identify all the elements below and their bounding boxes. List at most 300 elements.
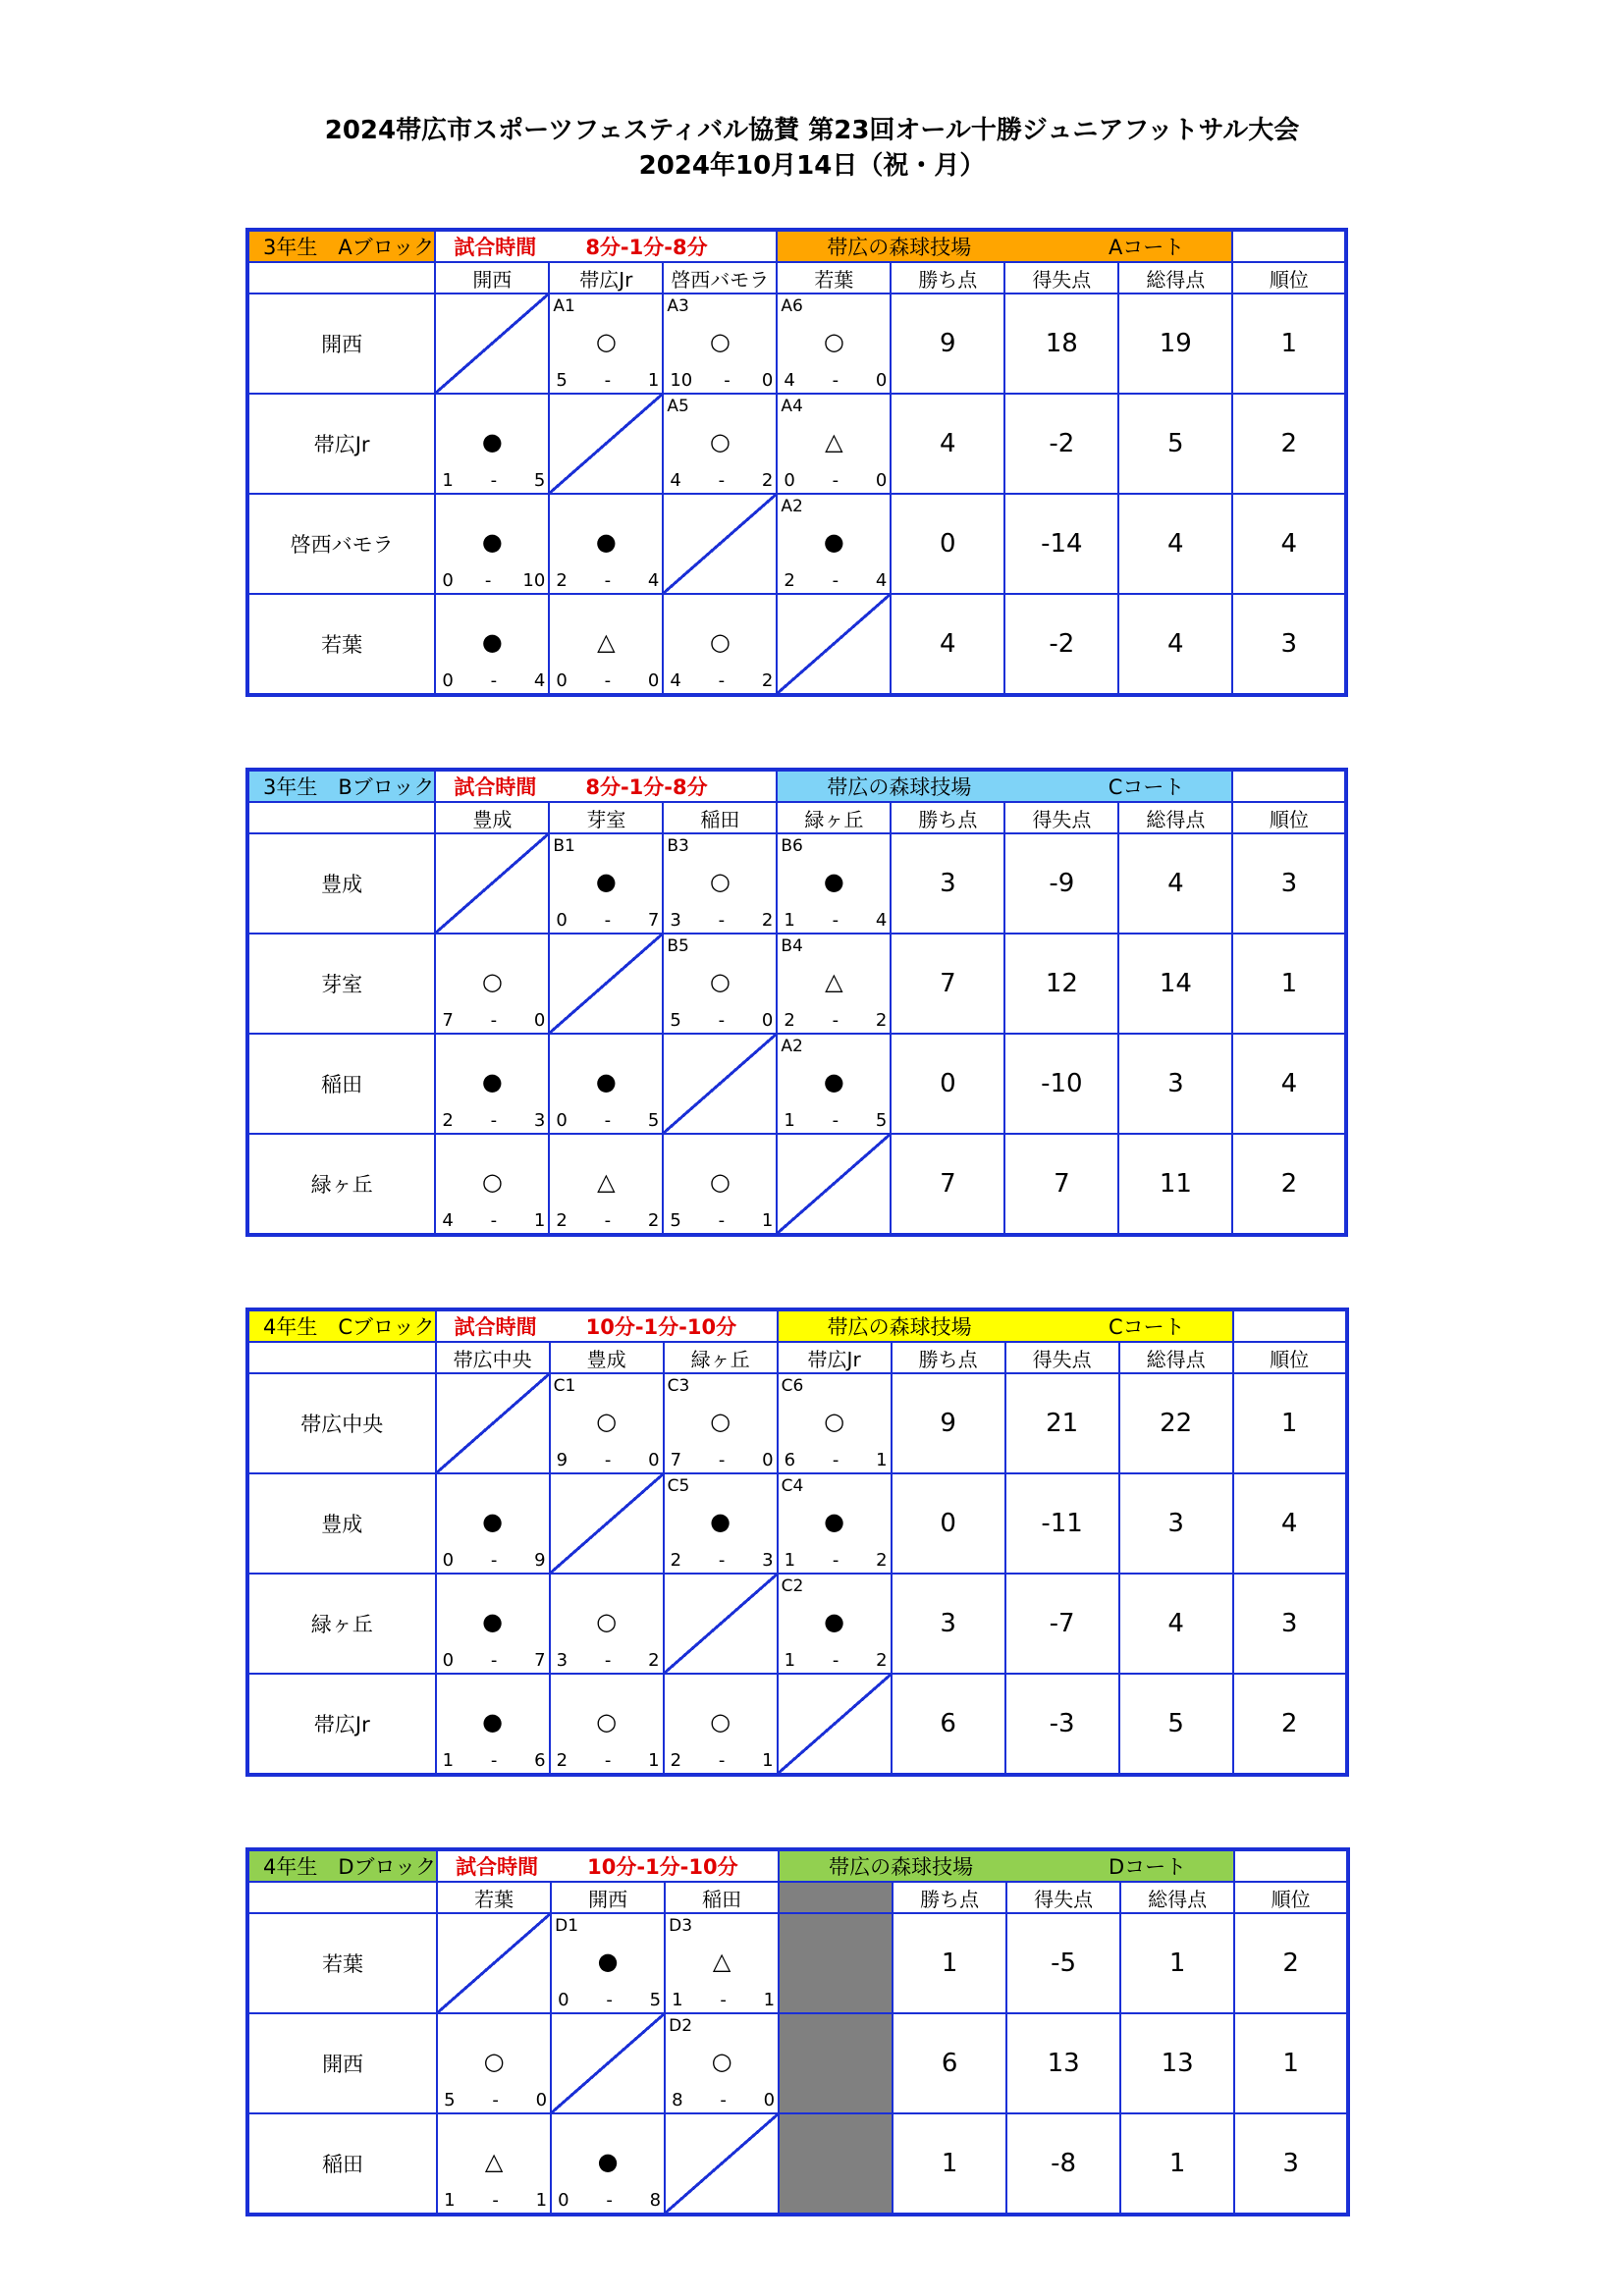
rank: 1 <box>1233 1373 1347 1473</box>
goal-diff: -2 <box>1004 594 1118 695</box>
result-symbol: ○ <box>596 1708 618 1735</box>
score-right: 2 <box>761 910 774 931</box>
result-symbol: △ <box>597 628 616 656</box>
self-match-cell <box>435 294 549 394</box>
score-right: 4 <box>875 570 888 591</box>
score-dash: - <box>604 1650 612 1671</box>
score-dash: - <box>832 570 839 591</box>
corner-cell <box>247 1342 436 1373</box>
match-score <box>672 2090 775 2110</box>
score-left: 1 <box>784 1550 796 1571</box>
match-score <box>785 1450 888 1470</box>
goal-diff: -2 <box>1004 394 1118 494</box>
match-score <box>671 1450 774 1470</box>
match-cell <box>435 1134 549 1235</box>
goals-scored: 22 <box>1119 1373 1233 1473</box>
score-right: 1 <box>762 1750 774 1771</box>
match-cell <box>665 1913 779 2013</box>
score-right: 2 <box>761 470 774 491</box>
goals-scored: 13 <box>1120 2013 1234 2113</box>
goal-diff: -11 <box>1005 1473 1119 1574</box>
match-cell <box>664 1674 778 1775</box>
match-cell <box>436 1473 550 1574</box>
result-symbol: ● <box>595 1068 617 1095</box>
match-code: A2 <box>781 1037 803 1056</box>
column-header-row <box>247 1342 1347 1373</box>
score-right: 2 <box>876 1650 888 1671</box>
block-3 <box>245 1847 1350 2216</box>
match-code: A3 <box>667 296 689 316</box>
result-symbol: ● <box>482 1608 504 1635</box>
result-symbol: ○ <box>481 1168 503 1196</box>
result-symbol: ● <box>481 1068 503 1095</box>
result-symbol: ○ <box>709 628 731 656</box>
match-cell <box>778 1473 892 1574</box>
self-match-cell <box>550 1473 664 1574</box>
score-dash: - <box>492 2090 499 2110</box>
unused-cell <box>779 1913 893 2013</box>
column-team-header: 緑ヶ丘 <box>777 802 891 833</box>
points: 1 <box>893 2113 1006 2215</box>
score-dash: - <box>832 1650 839 1671</box>
match-code: C5 <box>667 1476 690 1496</box>
match-time-value: 10分-1分-10分 <box>585 1315 737 1339</box>
score-left: 2 <box>442 1110 454 1131</box>
result-symbol: ○ <box>711 2048 732 2075</box>
score-left: 2 <box>556 1750 568 1771</box>
goals-scored: 4 <box>1118 833 1232 934</box>
score-right: 5 <box>533 470 546 491</box>
match-code: C3 <box>667 1376 690 1396</box>
self-match-cell <box>436 1373 550 1473</box>
score-right: 1 <box>763 1990 776 2010</box>
score-dash: - <box>490 670 498 691</box>
points: 7 <box>891 1134 1004 1235</box>
row-team-name: 帯広Jr <box>247 1674 436 1775</box>
match-time <box>436 1309 778 1342</box>
match-score <box>444 2190 547 2211</box>
self-match-cell <box>549 934 663 1034</box>
score-right: 0 <box>762 1450 774 1470</box>
row-team-name: 稲田 <box>247 2113 437 2215</box>
goals-scored: 14 <box>1118 934 1232 1034</box>
rank: 2 <box>1233 1674 1347 1775</box>
venue <box>779 1849 1234 1882</box>
self-match-cell <box>663 1034 777 1134</box>
score-right: 5 <box>647 1110 660 1131</box>
column-team-header: 開西 <box>435 262 549 294</box>
score-right: 2 <box>648 1650 660 1671</box>
score-dash: - <box>604 1750 612 1771</box>
score-right: 4 <box>533 670 546 691</box>
points: 4 <box>891 394 1004 494</box>
points: 9 <box>892 1373 1005 1473</box>
result-symbol: ○ <box>823 328 844 355</box>
result-symbol: ○ <box>483 2048 505 2075</box>
score-left: 1 <box>784 1650 796 1671</box>
venue-name: 帯広の森球技場 <box>827 775 972 799</box>
result-symbol: ● <box>824 1508 845 1535</box>
score-dash: - <box>832 1110 839 1131</box>
match-score <box>784 370 887 391</box>
score-left: 0 <box>556 1110 568 1131</box>
match-code: A2 <box>781 497 803 516</box>
match-cell <box>549 833 663 934</box>
score-left: 0 <box>556 670 568 691</box>
self-match-cell <box>435 833 549 934</box>
points: 4 <box>891 594 1004 695</box>
column-team-header: 豊成 <box>550 1342 664 1373</box>
self-match-cell <box>551 2013 665 2113</box>
score-left: 8 <box>672 2090 683 2110</box>
score-dash: - <box>832 1450 839 1470</box>
match-score <box>670 670 773 691</box>
result-symbol: ● <box>824 1608 845 1635</box>
match-cell <box>435 934 549 1034</box>
goals-scored: 4 <box>1119 1574 1233 1674</box>
stat-header: 総得点 <box>1120 1882 1234 1913</box>
match-score <box>784 570 887 591</box>
score-right: 1 <box>876 1450 888 1470</box>
match-time-value: 8分-1分-8分 <box>585 236 708 259</box>
score-right: 0 <box>533 1010 546 1031</box>
court-name: Cコート <box>1108 775 1185 799</box>
standings-table <box>245 768 1348 1237</box>
column-team-header: 帯広Jr <box>778 1342 892 1373</box>
match-cell <box>436 1674 550 1775</box>
score-left: 0 <box>442 570 454 591</box>
column-team-header: 啓西バモラ <box>663 262 777 294</box>
score-right: 2 <box>761 670 774 691</box>
points: 3 <box>892 1574 1005 1674</box>
score-left: 1 <box>784 910 795 931</box>
score-dash: - <box>718 1010 726 1031</box>
goal-diff: 12 <box>1004 934 1118 1034</box>
match-score <box>556 570 659 591</box>
score-dash: - <box>604 370 612 391</box>
row-team-name: 緑ヶ丘 <box>247 1134 435 1235</box>
row-team-name: 緑ヶ丘 <box>247 1574 436 1674</box>
match-code: A5 <box>667 397 689 416</box>
match-score <box>670 1210 773 1231</box>
score-left: 7 <box>670 1450 682 1470</box>
court-name: Dコート <box>1108 1855 1187 1879</box>
score-dash: - <box>832 1550 839 1571</box>
score-right: 0 <box>875 470 888 491</box>
score-right: 0 <box>535 2090 548 2110</box>
match-score <box>556 1210 659 1231</box>
block-label: 4年生 Dブロック <box>247 1849 437 1882</box>
match-code: D2 <box>669 2016 693 2036</box>
match-cell <box>549 594 663 695</box>
document-title: 2024帯広市スポーツフェスティバル協賛 第23回オール十勝ジュニアフットサル大会 <box>324 116 1300 145</box>
self-match-cell <box>664 1574 778 1674</box>
result-symbol: ● <box>481 528 503 556</box>
match-cell <box>436 1574 550 1674</box>
goal-diff: -7 <box>1005 1574 1119 1674</box>
match-cell <box>663 394 777 494</box>
match-cell <box>435 394 549 494</box>
match-cell <box>435 1034 549 1134</box>
column-team-header: 開西 <box>551 1882 665 1913</box>
score-right: 1 <box>533 1210 546 1231</box>
stat-header: 順位 <box>1232 802 1346 833</box>
match-time-value: 10分-1分-10分 <box>587 1855 738 1879</box>
column-team-header: 若葉 <box>437 1882 551 1913</box>
match-cell <box>663 1134 777 1235</box>
match-time <box>437 1849 779 1882</box>
self-match-cell <box>777 1134 891 1235</box>
column-header-row <box>247 1882 1348 1913</box>
column-team-header: 稲田 <box>663 802 777 833</box>
score-right: 4 <box>647 570 660 591</box>
match-time-label: 試合時間 <box>454 1315 537 1339</box>
block-1 <box>245 768 1348 1237</box>
match-time-label: 試合時間 <box>454 236 537 259</box>
match-score <box>785 1550 888 1571</box>
court-name: Cコート <box>1108 1315 1185 1339</box>
match-code: A4 <box>781 397 803 416</box>
match-score <box>670 1010 773 1031</box>
stat-header: 勝ち点 <box>891 262 1004 294</box>
score-dash: - <box>720 1990 727 2010</box>
score-right: 0 <box>763 2090 776 2110</box>
result-symbol: ● <box>597 1948 619 1975</box>
rank: 2 <box>1232 1134 1346 1235</box>
score-dash: - <box>606 2190 613 2211</box>
goal-diff: 21 <box>1005 1373 1119 1473</box>
goals-scored: 11 <box>1118 1134 1232 1235</box>
score-right: 5 <box>875 1110 888 1131</box>
venue <box>777 770 1232 802</box>
score-dash: - <box>718 1750 726 1771</box>
column-team-header: 芽室 <box>549 802 663 833</box>
unused-cell <box>779 2113 893 2215</box>
rank: 1 <box>1234 2013 1348 2113</box>
rank: 3 <box>1233 1574 1347 1674</box>
match-score <box>784 470 887 491</box>
score-left: 5 <box>670 1010 681 1031</box>
stat-header: 勝ち点 <box>892 1342 1005 1373</box>
score-dash: - <box>604 910 612 931</box>
result-symbol: ● <box>823 1068 844 1095</box>
result-symbol: △ <box>825 428 843 455</box>
row-team-name: 若葉 <box>247 1913 437 2013</box>
match-score <box>443 1750 546 1771</box>
score-left: 0 <box>558 2190 569 2211</box>
block-header-row <box>247 770 1346 802</box>
match-score <box>442 1110 545 1131</box>
score-left: 3 <box>670 910 681 931</box>
goal-diff: 18 <box>1004 294 1118 394</box>
row-team-name: 開西 <box>247 2013 437 2113</box>
team-row <box>247 2013 1348 2113</box>
score-left: 2 <box>784 1010 795 1031</box>
team-row <box>247 2113 1348 2215</box>
stat-header: 勝ち点 <box>891 802 1004 833</box>
match-cell <box>777 833 891 934</box>
goal-diff: -8 <box>1006 2113 1120 2215</box>
goals-scored: 4 <box>1118 594 1232 695</box>
column-team-header: 帯広Jr <box>549 262 663 294</box>
venue-name: 帯広の森球技場 <box>827 236 972 259</box>
result-symbol: ● <box>710 1508 731 1535</box>
team-row <box>247 1574 1347 1674</box>
score-dash: - <box>832 470 839 491</box>
score-right: 1 <box>535 2190 548 2211</box>
match-score <box>558 2190 661 2211</box>
score-left: 1 <box>442 470 454 491</box>
venue <box>777 230 1232 262</box>
stat-header: 総得点 <box>1118 802 1232 833</box>
points: 3 <box>891 833 1004 934</box>
points: 0 <box>892 1473 1005 1574</box>
match-cell <box>664 1373 778 1473</box>
match-code: B5 <box>667 936 689 956</box>
stat-header: 得失点 <box>1006 1882 1120 1913</box>
match-score <box>444 2090 547 2110</box>
match-time-label: 試合時間 <box>454 775 537 799</box>
column-team-header: 豊成 <box>435 802 549 833</box>
goals-scored: 1 <box>1120 1913 1234 2013</box>
score-left: 2 <box>556 570 568 591</box>
score-dash: - <box>720 2090 727 2110</box>
goal-diff: 7 <box>1004 1134 1118 1235</box>
standings-table <box>245 1308 1349 1777</box>
match-code: A1 <box>553 296 575 316</box>
match-score <box>670 470 773 491</box>
match-cell <box>665 2013 779 2113</box>
points: 6 <box>893 2013 1006 2113</box>
score-left: 2 <box>670 1550 682 1571</box>
match-cell <box>777 394 891 494</box>
standings-table <box>245 1847 1350 2216</box>
goals-scored: 5 <box>1119 1674 1233 1775</box>
match-time-label: 試合時間 <box>456 1855 539 1879</box>
match-cell <box>550 1674 664 1775</box>
score-left: 4 <box>784 370 795 391</box>
stat-header: 勝ち点 <box>893 1882 1006 1913</box>
score-right: 1 <box>648 1750 660 1771</box>
score-dash: - <box>832 370 839 391</box>
row-team-name: 若葉 <box>247 594 435 695</box>
match-code: A6 <box>781 296 803 316</box>
score-dash: - <box>604 1110 612 1131</box>
block-label: 4年生 Cブロック <box>247 1309 436 1342</box>
score-dash: - <box>718 1210 726 1231</box>
goal-diff: -3 <box>1005 1674 1119 1775</box>
match-cell <box>551 1913 665 2013</box>
venue <box>778 1309 1233 1342</box>
score-right: 6 <box>534 1750 546 1771</box>
corner-cell <box>247 262 435 294</box>
block-header-row <box>247 1309 1347 1342</box>
column-team-header: 緑ヶ丘 <box>664 1342 778 1373</box>
team-row <box>247 1473 1347 1574</box>
team-row <box>247 934 1346 1034</box>
result-symbol: ○ <box>595 328 617 355</box>
match-score <box>784 1110 887 1131</box>
row-team-name: 豊成 <box>247 1473 436 1574</box>
standings-table <box>245 228 1348 697</box>
score-dash: - <box>606 1990 613 2010</box>
score-dash: - <box>490 1550 498 1571</box>
rank: 4 <box>1232 1034 1346 1134</box>
rank: 1 <box>1232 294 1346 394</box>
match-score <box>442 470 545 491</box>
result-symbol: ● <box>481 428 503 455</box>
match-score <box>442 1010 545 1031</box>
score-dash: - <box>490 1010 498 1031</box>
column-team-header: 稲田 <box>665 1882 779 1913</box>
score-dash: - <box>604 1210 612 1231</box>
match-cell <box>663 594 777 695</box>
score-left: 10 <box>670 370 693 391</box>
block-label: 3年生 Aブロック <box>247 230 435 262</box>
goals-scored: 3 <box>1119 1473 1233 1574</box>
document-date: 2024年10月14日（祝・月） <box>638 151 986 181</box>
match-score <box>442 1210 545 1231</box>
match-cell <box>664 1473 778 1574</box>
rank: 3 <box>1234 2113 1348 2215</box>
score-right: 0 <box>761 370 774 391</box>
result-symbol: ○ <box>710 1708 731 1735</box>
result-symbol: ○ <box>709 968 731 995</box>
team-row <box>247 1913 1348 2013</box>
match-score <box>784 1010 887 1031</box>
block-0 <box>245 228 1348 697</box>
goal-diff: 13 <box>1006 2013 1120 2113</box>
match-cell <box>778 1574 892 1674</box>
points: 6 <box>892 1674 1005 1775</box>
score-left: 1 <box>784 1110 795 1131</box>
stat-header: 総得点 <box>1119 1342 1233 1373</box>
match-score <box>558 1990 661 2010</box>
score-left: 4 <box>670 470 681 491</box>
score-dash: - <box>604 1450 612 1470</box>
stat-header: 順位 <box>1232 262 1346 294</box>
match-score <box>556 370 659 391</box>
score-dash: - <box>490 1110 498 1131</box>
match-score <box>443 1550 546 1571</box>
match-cell <box>550 1373 664 1473</box>
match-cell <box>437 2113 551 2215</box>
self-match-cell <box>665 2113 779 2215</box>
self-match-cell <box>778 1674 892 1775</box>
score-right: 0 <box>647 670 660 691</box>
score-left: 5 <box>670 1210 681 1231</box>
score-left: 4 <box>670 670 681 691</box>
points: 0 <box>891 1034 1004 1134</box>
column-team-header: 帯広中央 <box>436 1342 550 1373</box>
match-code: C2 <box>781 1576 804 1596</box>
match-cell <box>777 494 891 594</box>
score-left: 0 <box>784 470 795 491</box>
team-row <box>247 394 1346 494</box>
score-right: 7 <box>647 910 660 931</box>
score-dash: - <box>718 1550 726 1571</box>
match-cell <box>435 594 549 695</box>
score-dash: - <box>484 570 492 591</box>
self-match-cell <box>437 1913 551 2013</box>
match-score <box>442 670 545 691</box>
score-dash: - <box>604 670 612 691</box>
score-left: 9 <box>556 1450 568 1470</box>
score-left: 0 <box>442 1550 455 1571</box>
score-right: 0 <box>875 370 888 391</box>
score-dash: - <box>490 470 498 491</box>
match-score <box>556 910 659 931</box>
